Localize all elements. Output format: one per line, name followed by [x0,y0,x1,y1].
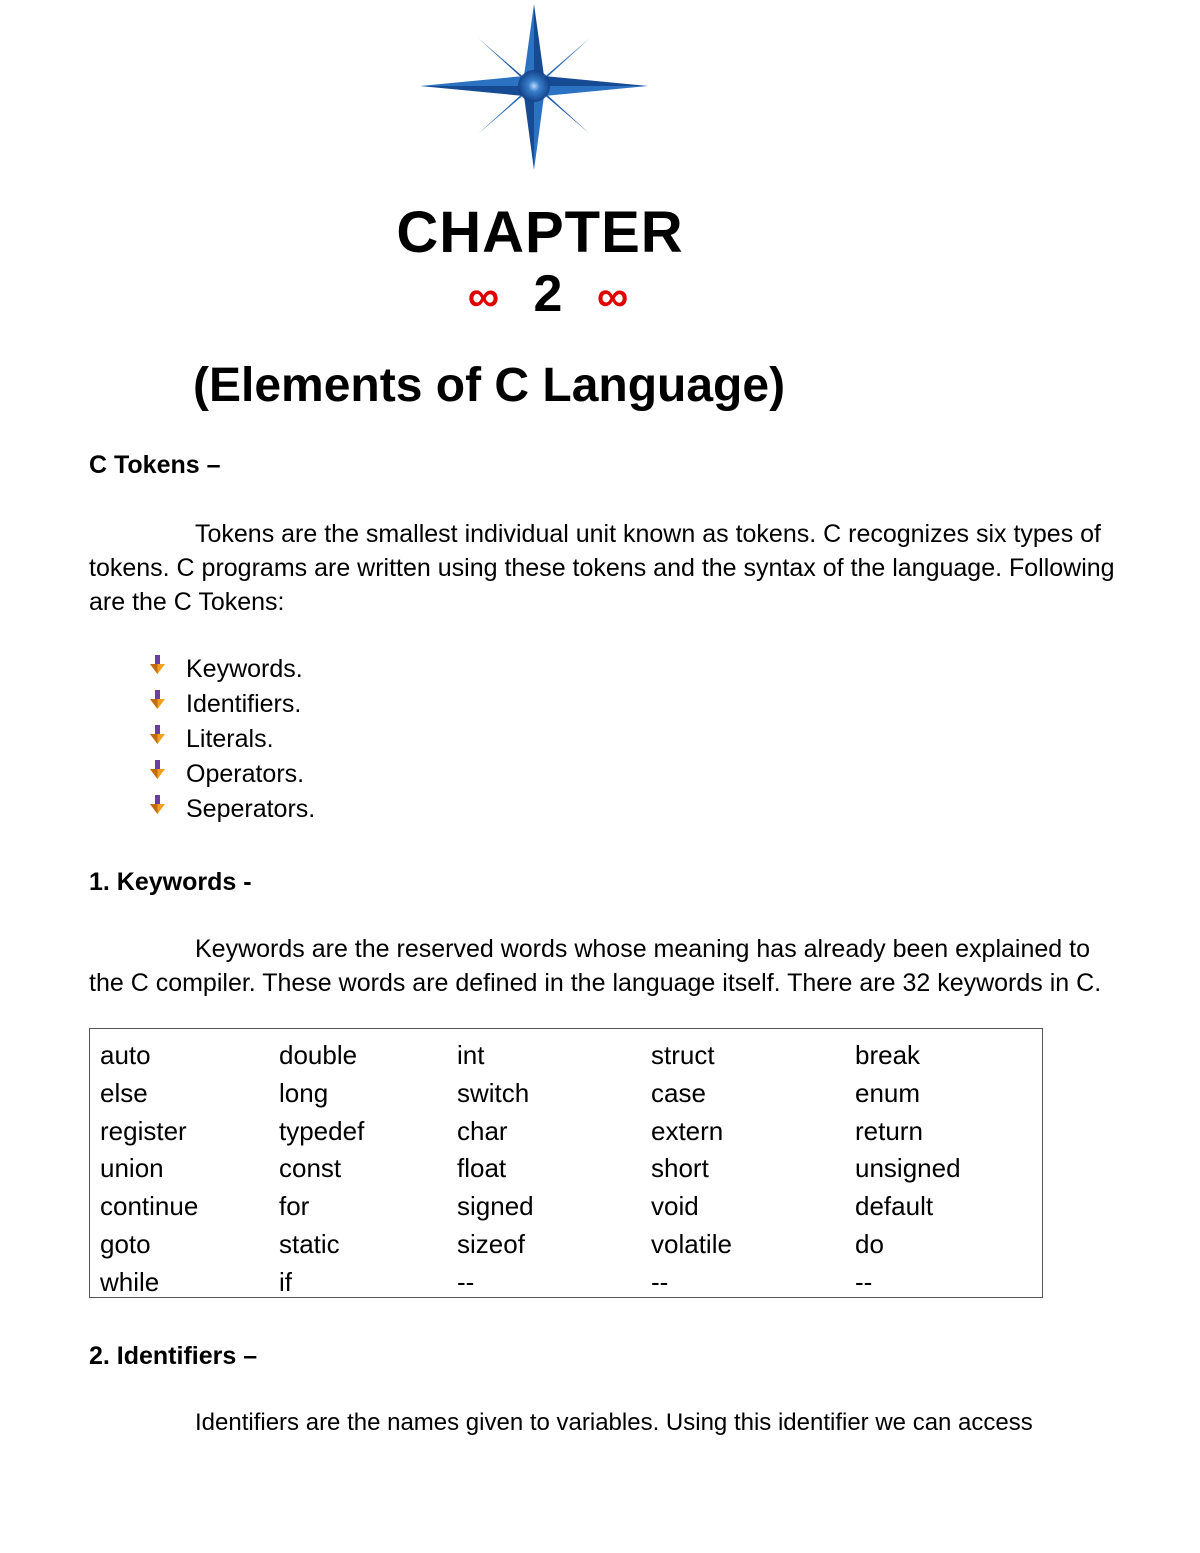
chapter-subtitle: (Elements of C Language) [193,359,786,412]
table-row [100,1226,1035,1264]
keyword-cell: do [855,1228,884,1259]
keyword-cell: enum [855,1077,921,1108]
keyword-cell: short [651,1153,709,1184]
keyword-cell: typedef [279,1115,365,1146]
infinity-symbol-left: ∞ [467,272,500,321]
arrow-bullet-icon [148,692,186,718]
keyword-cell: default [855,1191,934,1222]
keyword-cell: else [100,1077,148,1108]
table-row [100,1264,1035,1302]
c-tokens-heading: C Tokens – [89,451,221,479]
identifiers-paragraph [89,1406,1129,1440]
token-keywords: Keywords. [186,655,303,683]
list-item [148,652,315,687]
keyword-cell: float [457,1153,507,1184]
keyword-cell: if [279,1266,292,1297]
list-item [148,722,315,757]
keyword-cell: union [100,1153,164,1184]
list-item [148,757,315,792]
keyword-cell: continue [100,1191,199,1222]
table-row [100,1150,1035,1188]
keyword-cell: auto [100,1040,151,1070]
keyword-cell: return [855,1115,923,1146]
list-item [148,792,315,827]
table-row [100,1113,1035,1151]
table-row [100,1037,1035,1075]
keyword-cell: long [279,1077,329,1108]
arrow-bullet-icon [148,797,186,823]
keyword-cell: sizeof [457,1228,525,1259]
compass-star-icon [418,2,650,172]
token-identifiers: Identifiers. [186,690,302,718]
arrow-bullet-icon [148,727,186,753]
keywords-paragraph [89,932,1129,1000]
arrow-bullet-icon [148,762,186,788]
keyword-cell: signed [457,1191,534,1222]
keyword-cell: int [457,1040,485,1070]
token-operators: Operators. [186,760,305,788]
infinity-symbol-right: ∞ [596,272,629,321]
keyword-cell: -- [651,1266,669,1297]
arrow-bullet-icon [148,657,186,683]
keyword-cell: extern [651,1115,724,1146]
keyword-cell: for [279,1191,310,1222]
identifiers-heading: 2. Identifiers – [89,1342,258,1370]
keyword-cell: double [279,1040,358,1070]
keyword-cell: register [100,1115,187,1146]
table-row [100,1188,1035,1226]
keyword-cell: void [651,1191,699,1222]
keywords-paragraph-text: Keywords are the reserved words whose meaning has already been explained to the C compiler. These words are defined in the language itself. There are 32 keywords in C. [89,935,1102,997]
keyword-cell: break [855,1040,921,1070]
keywords-table [89,1028,1043,1298]
keyword-cell: unsigned [855,1153,961,1184]
chapter-label: CHAPTER [396,200,684,265]
token-seperators: Seperators. [186,795,316,823]
keyword-cell: volatile [651,1228,732,1259]
keyword-cell: struct [651,1040,715,1070]
keyword-cell: static [279,1228,340,1259]
chapter-number: 2 [533,265,563,323]
table-row [100,1075,1035,1113]
token-list [148,652,315,827]
keywords-heading: 1. Keywords - [89,868,252,896]
keyword-cell: switch [457,1077,530,1108]
c-tokens-paragraph [89,517,1129,619]
identifiers-paragraph-text: Identifiers are the names given to variables. Using this identifier we can access [195,1409,1033,1436]
keyword-cell: char [457,1115,508,1146]
keyword-cell: case [651,1077,706,1108]
keyword-cell: goto [100,1228,151,1259]
keyword-cell: -- [855,1266,873,1297]
keyword-cell: while [100,1266,160,1297]
token-literals: Literals. [186,725,274,753]
c-tokens-paragraph-text: Tokens are the smallest individual unit known as tokens. C recognizes six types of tokens. C programs are written using these tokens and the syntax of the language. Following are the C Tokens: [89,520,1115,616]
list-item [148,687,315,722]
keyword-cell: -- [457,1266,475,1297]
chapter-number-line [0,266,1096,325]
keyword-cell: const [279,1153,342,1184]
